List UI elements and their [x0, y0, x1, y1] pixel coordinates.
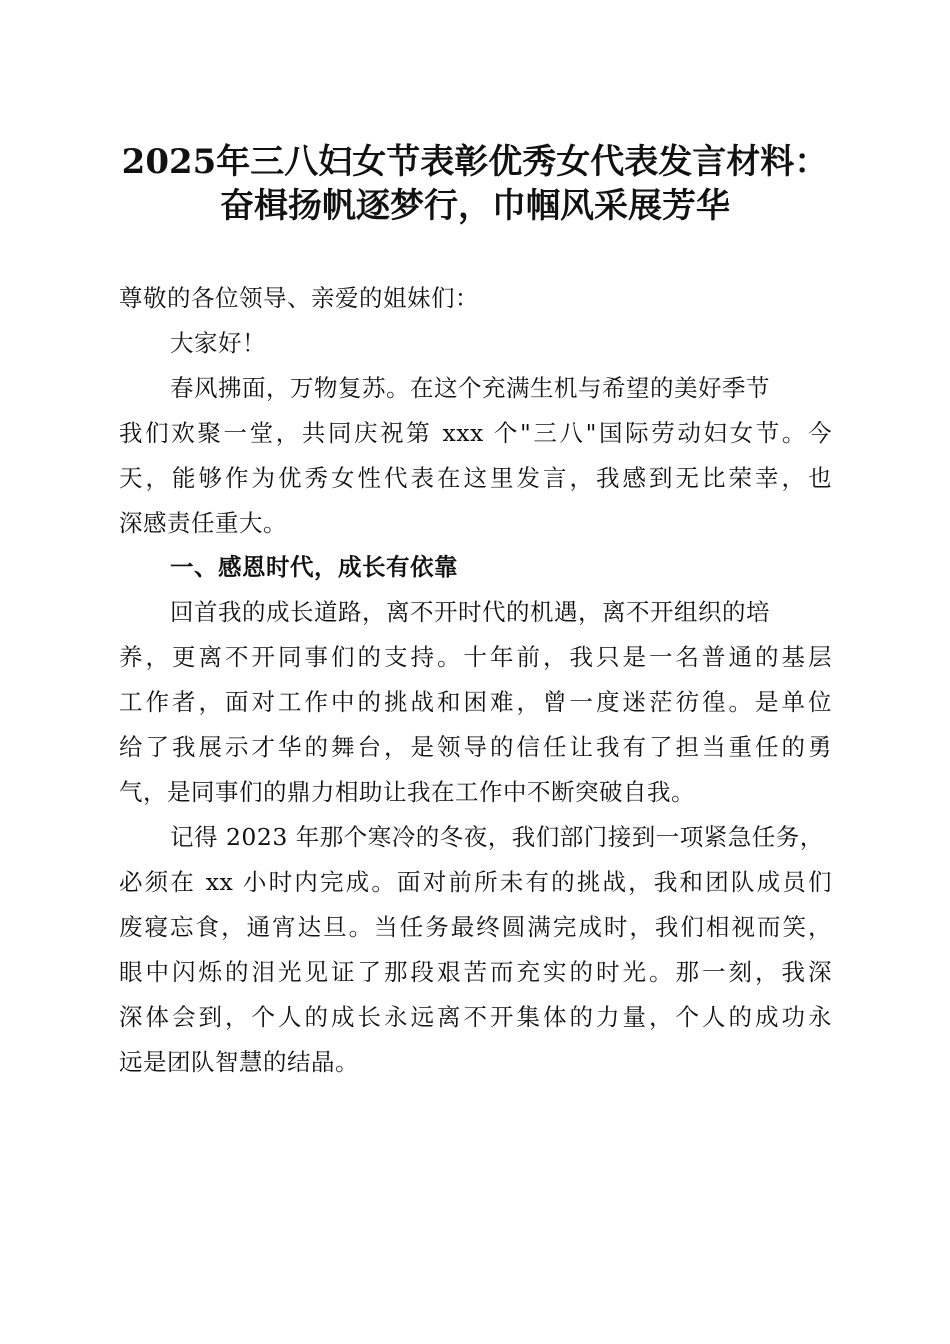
paragraph-line: 我们欢聚一堂，共同庆祝第 xxx 个"三八"国际劳动妇女节。今: [119, 419, 832, 447]
paragraph-line: 远是团队智慧的结晶。: [119, 1048, 359, 1076]
paragraph-line: 回首我的成长道路，离不开时代的机遇，离不开组织的培: [170, 598, 770, 626]
salutation: 尊敬的各位领导、亲爱的姐妹们：: [119, 284, 479, 312]
paragraph-line: 工作者，面对工作中的挑战和困难，曾一度迷茫彷徨。是单位: [119, 688, 832, 716]
paragraph-line: 必须在 xx 小时内完成。面对前所未有的挑战，我和团队成员们: [119, 868, 832, 896]
paragraph-line: 眼中闪烁的泪光见证了那段艰苦而充实的时光。那一刻，我深: [119, 958, 832, 986]
document-title-line-2: 奋楫扬帆逐梦行，巾帼风采展芳华: [220, 186, 730, 226]
paragraph-line: 深感责任重大。: [119, 509, 287, 537]
section-heading: 一、感恩时代，成长有依靠: [170, 553, 458, 581]
paragraph-line: 养，更离不开同事们的支持。十年前，我只是一名普通的基层: [119, 643, 832, 671]
document-title-line-1: 2025年三八妇女节表彰优秀女代表发言材料：: [121, 142, 829, 182]
greeting: 大家好！: [170, 329, 266, 357]
paragraph-line: 深体会到，个人的成长永远离不开集体的力量，个人的成功永: [119, 1003, 832, 1031]
paragraph-line: 天，能够作为优秀女性代表在这里发言，我感到无比荣幸，也: [119, 464, 832, 492]
paragraph-line: 气，是同事们的鼎力相助让我在工作中不断突破自我。: [119, 778, 695, 806]
paragraph-line: 给了我展示才华的舞台，是领导的信任让我有了担当重任的勇: [119, 733, 832, 761]
paragraph-line: 记得 2023 年那个寒冷的冬夜，我们部门接到一项紧急任务，: [170, 823, 824, 851]
paragraph-line: 废寝忘食，通宵达旦。当任务最终圆满完成时，我们相视而笑，: [119, 913, 832, 941]
paragraph-line: 春风拂面，万物复苏。在这个充满生机与希望的美好季节: [170, 374, 770, 402]
